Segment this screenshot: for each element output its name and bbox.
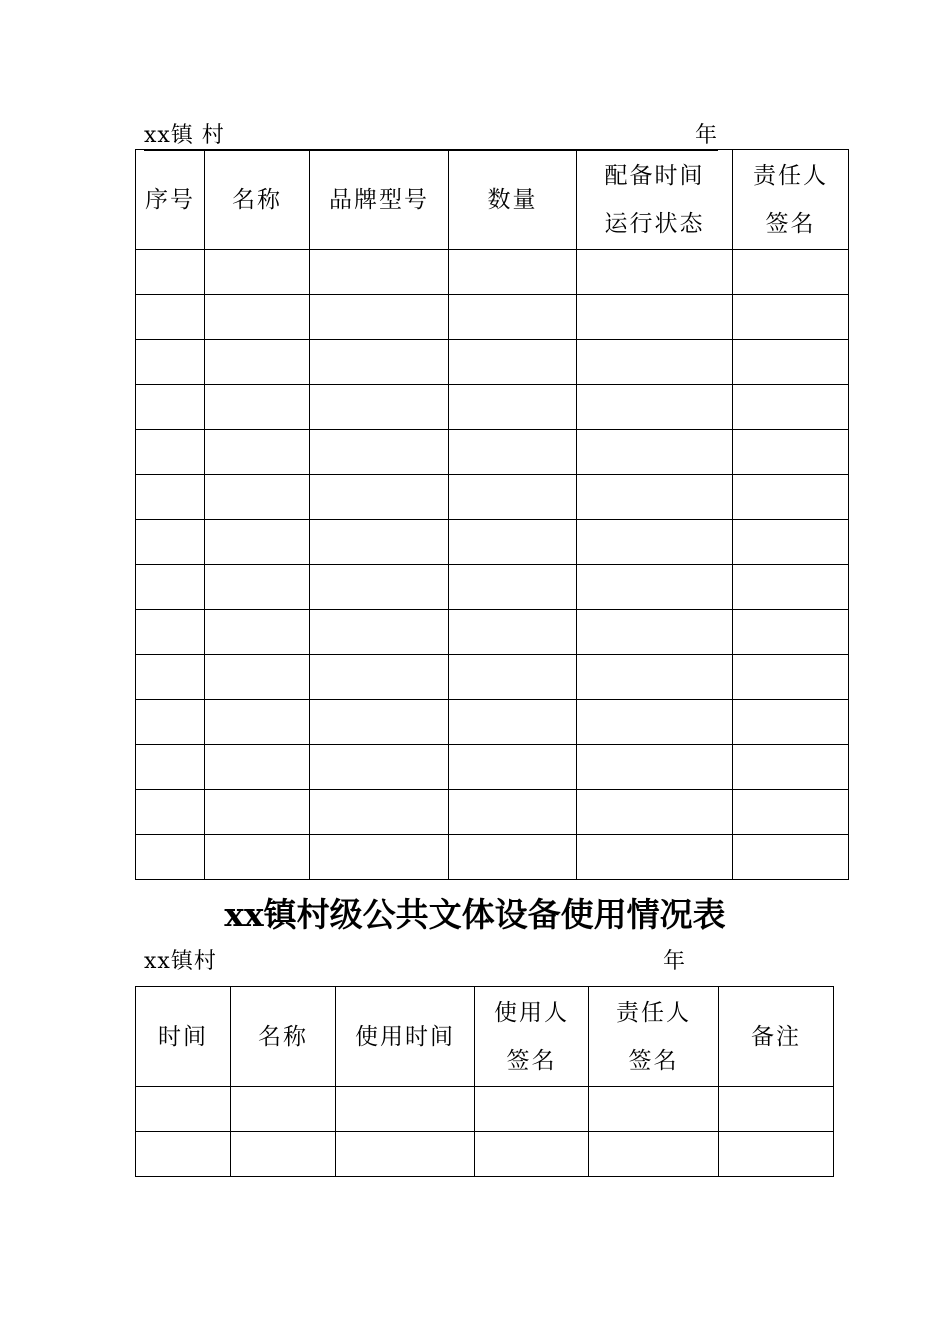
column-header-text: 数量 <box>487 186 538 213</box>
table-cell[interactable] <box>205 745 310 790</box>
table-cell[interactable] <box>310 790 449 835</box>
table-cell[interactable] <box>577 295 733 340</box>
table-row <box>136 520 849 565</box>
table-cell[interactable] <box>577 745 733 790</box>
table-cell[interactable] <box>449 565 577 610</box>
column-header-text: 使用时间 <box>355 1023 455 1050</box>
table-cell[interactable] <box>733 295 849 340</box>
usage-column-header <box>231 987 336 1087</box>
table-cell[interactable] <box>577 430 733 475</box>
table-cell[interactable] <box>589 1087 719 1132</box>
table-cell[interactable] <box>136 700 205 745</box>
table-row <box>136 745 849 790</box>
table-cell[interactable] <box>449 655 577 700</box>
table-cell[interactable] <box>449 385 577 430</box>
column-header-text: 责任人 <box>616 999 691 1026</box>
table-cell[interactable] <box>136 385 205 430</box>
table-cell[interactable] <box>449 340 577 385</box>
table-cell[interactable] <box>733 835 849 880</box>
table-cell[interactable] <box>310 655 449 700</box>
table-cell[interactable] <box>733 520 849 565</box>
column-header-text: 使用人 <box>494 999 569 1026</box>
table-cell[interactable] <box>231 1087 336 1132</box>
table-cell[interactable] <box>475 1087 589 1132</box>
column-header-text: 品牌型号 <box>329 186 429 213</box>
table-row <box>136 295 849 340</box>
table-cell[interactable] <box>205 520 310 565</box>
table-cell[interactable] <box>310 565 449 610</box>
table-cell[interactable] <box>733 745 849 790</box>
table-row <box>136 385 849 430</box>
table-cell[interactable] <box>449 700 577 745</box>
table-cell[interactable] <box>310 295 449 340</box>
table-cell[interactable] <box>577 790 733 835</box>
table-cell[interactable] <box>577 610 733 655</box>
table-cell[interactable] <box>136 655 205 700</box>
table-cell[interactable] <box>205 790 310 835</box>
table-row <box>136 1087 834 1132</box>
table-cell[interactable] <box>577 385 733 430</box>
table-cell[interactable] <box>449 790 577 835</box>
table-cell[interactable] <box>449 835 577 880</box>
table-row <box>136 790 849 835</box>
equipment-column-header <box>449 150 577 250</box>
table-cell[interactable] <box>310 250 449 295</box>
table-cell[interactable] <box>449 295 577 340</box>
equipment-table <box>135 149 849 880</box>
table-cell[interactable] <box>449 250 577 295</box>
table-cell[interactable] <box>310 430 449 475</box>
table-cell[interactable] <box>733 430 849 475</box>
table-row <box>136 565 849 610</box>
table-cell[interactable] <box>310 610 449 655</box>
table-cell[interactable] <box>733 565 849 610</box>
table-cell[interactable] <box>719 1087 834 1132</box>
table-cell[interactable] <box>136 475 205 520</box>
table-cell[interactable] <box>589 1132 719 1177</box>
table-cell[interactable] <box>577 655 733 700</box>
table-cell[interactable] <box>205 295 310 340</box>
usage-column-header <box>336 987 475 1087</box>
equipment-column-header <box>310 150 449 250</box>
table-cell[interactable] <box>205 475 310 520</box>
table-row <box>136 700 849 745</box>
table-cell[interactable] <box>449 520 577 565</box>
table-cell[interactable] <box>136 250 205 295</box>
table-cell[interactable] <box>733 250 849 295</box>
table-cell[interactable] <box>310 340 449 385</box>
column-header-text: 时间 <box>158 1023 208 1050</box>
table-cell[interactable] <box>205 835 310 880</box>
table-cell[interactable] <box>136 295 205 340</box>
table-cell[interactable] <box>136 1087 231 1132</box>
table-cell[interactable] <box>136 565 205 610</box>
equipment-header-row <box>136 150 849 250</box>
table-cell[interactable] <box>136 610 205 655</box>
table-row <box>136 340 849 385</box>
table-cell[interactable] <box>205 565 310 610</box>
table-cell[interactable] <box>136 1132 231 1177</box>
column-header-text: 责任人 <box>753 162 828 189</box>
table-cell[interactable] <box>205 610 310 655</box>
table-cell[interactable] <box>205 655 310 700</box>
usage-table-title: xx镇村级公共文体设备使用情况表 <box>224 895 726 934</box>
column-header-text: 配备时间 <box>604 162 705 189</box>
table-cell[interactable] <box>310 475 449 520</box>
table-cell[interactable] <box>205 385 310 430</box>
table-cell[interactable] <box>310 835 449 880</box>
table-cell[interactable] <box>136 835 205 880</box>
usage-column-header <box>475 987 589 1087</box>
table-cell[interactable] <box>336 1132 475 1177</box>
table-row <box>136 250 849 295</box>
table-cell[interactable] <box>577 835 733 880</box>
column-header-text: 签名 <box>628 1047 679 1074</box>
table-cell[interactable] <box>136 790 205 835</box>
table-cell[interactable] <box>205 340 310 385</box>
equipment-column-header <box>205 150 310 250</box>
table-cell[interactable] <box>733 655 849 700</box>
table-cell[interactable] <box>231 1132 336 1177</box>
table-cell[interactable] <box>205 250 310 295</box>
table-cell[interactable] <box>136 745 205 790</box>
column-header-text: 备注 <box>751 1023 801 1050</box>
table-cell[interactable] <box>577 340 733 385</box>
table-cell[interactable] <box>733 610 849 655</box>
usage-column-header <box>136 987 231 1087</box>
usage-column-header <box>719 987 834 1087</box>
year-label: 年 <box>662 949 686 974</box>
table-cell[interactable] <box>475 1132 589 1177</box>
table-cell[interactable] <box>577 700 733 745</box>
table-cell[interactable] <box>733 340 849 385</box>
year-label: 年 <box>694 123 718 148</box>
table-cell[interactable] <box>449 430 577 475</box>
table-cell[interactable] <box>205 430 310 475</box>
table-cell[interactable] <box>310 385 449 430</box>
table-cell[interactable] <box>205 700 310 745</box>
usage-table-header-line <box>144 950 686 976</box>
table-row <box>136 1132 834 1177</box>
table-cell[interactable] <box>310 700 449 745</box>
column-header-text: 序号 <box>145 186 195 213</box>
column-header-text: 签名 <box>506 1047 557 1074</box>
table-cell[interactable] <box>449 475 577 520</box>
equipment-column-header <box>733 150 849 250</box>
table-cell[interactable] <box>336 1087 475 1132</box>
usage-table <box>135 986 834 1177</box>
table-cell[interactable] <box>449 745 577 790</box>
table-cell[interactable] <box>733 475 849 520</box>
table-cell[interactable] <box>577 565 733 610</box>
table-cell[interactable] <box>577 250 733 295</box>
table-cell[interactable] <box>733 790 849 835</box>
table-row <box>136 475 849 520</box>
table-cell[interactable] <box>136 520 205 565</box>
column-header-text: 名称 <box>232 186 282 213</box>
table-cell[interactable] <box>449 610 577 655</box>
table-row <box>136 835 849 880</box>
equipment-column-header <box>136 150 205 250</box>
column-header-text: 签名 <box>765 210 816 237</box>
table-row <box>136 610 849 655</box>
town-village-label: xx镇 村 <box>144 123 225 148</box>
table-cell[interactable] <box>136 430 205 475</box>
town-village-label: xx镇村 <box>144 949 217 974</box>
table-row <box>136 655 849 700</box>
column-header-text: 名称 <box>258 1023 308 1050</box>
table-cell[interactable] <box>577 475 733 520</box>
equipment-column-header <box>577 150 733 250</box>
table-cell[interactable] <box>733 700 849 745</box>
usage-column-header <box>589 987 719 1087</box>
table-cell[interactable] <box>733 385 849 430</box>
table-cell[interactable] <box>577 520 733 565</box>
column-header-text: 运行状态 <box>604 210 705 237</box>
usage-header-row <box>136 987 834 1087</box>
table-cell[interactable] <box>310 745 449 790</box>
table-cell[interactable] <box>719 1132 834 1177</box>
table-cell[interactable] <box>310 520 449 565</box>
table-row <box>136 430 849 475</box>
equipment-table-header-line <box>144 124 718 151</box>
table-cell[interactable] <box>136 340 205 385</box>
